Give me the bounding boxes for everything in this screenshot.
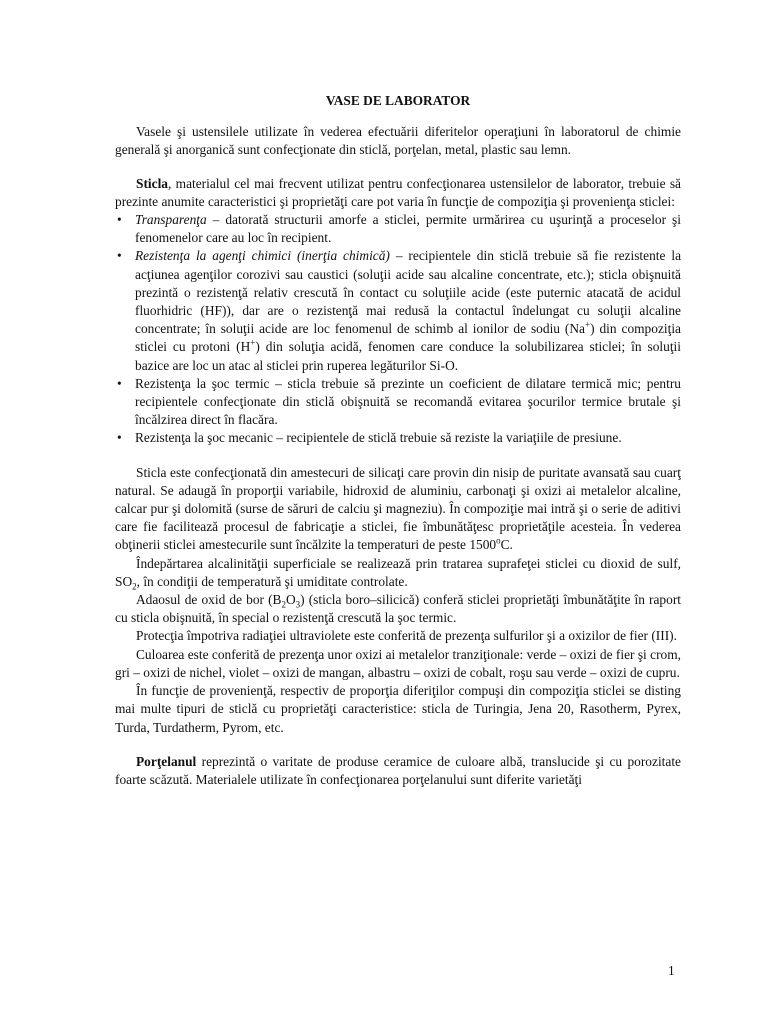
document-page [115,92,681,789]
composition-paragraph: Sticla este confecţionată din amestecuri de silicaţi care provin din nisip de puritate avansată sau cuarţ natural. Se adaugă în proporţii variabile, hidroxid de aluminiu, carbonaţi şi oxizi ai metalelor alcaline, calcar pur şi dolomită (surse de săruri de calciu şi magneziu). În compoziţie mai intră şi o serie de aditivi care fie facilitează procesul de fabricaţie a sticlei, fie îmbunătăţesc proprietăţile acesteia. În vederea obţinerii sticlei amestecurile sunt încălzite la temperaturi de peste 1500$^o$C. [115,464,681,553]
dealkalization-paragraph: Îndepărtarea alcalinităţii superficiale se realizează prin tratarea suprafeţei sticlei cu dioxid de sulf, $SO_2$, în condiţii de temperatură şi umiditate controlate. [115,555,681,592]
transparency-term: Transparenţa [135,212,207,228]
glass-term: Sticla [136,175,168,191]
glass-text: , materialul cel mai frecvent utilizat pentru confecţionarea ustensilelor de laborator, trebuie să prezinte anumite caracteristici şi proprietăţi care pot varia în funcţie de compoziţia şi provenienţa sticlei: [115,175,681,209]
page-title: VASE DE LABORATOR [325,93,471,108]
glass-types-paragraph: În funcţie de provenienţă, respectiv de proporţia diferiţilor compuşi din compoziţia sticlei se disting mai multe tipuri de sticlă cu proprietăţi caracteristice: sticla de Turingia, Jena 20, Rasotherm, Pyrex, Turda, Turdatherm, Pyrom, etc. [115,683,681,735]
uv-protection-paragraph: Protecţia împotriva radiaţiei ultraviolete este conferită de prezenţa sulfurilor şi a oxizilor de fier (III). [136,628,677,644]
porcelain-paragraph: Porţelanul reprezintă o varitate de produse ceramice de culoare albă, translucide şi cu porozitate foarte scăzută. Materialele utilizate în confecţionarea porţelanului sunt diferite varietăţi [115,753,681,787]
list-item-transparency: • Transparenţa – datorată structurii amorfe a sticlei, permite urmărirea cu uşurinţă a proceselor şi fenomenelor care au loc în recipient. [115,211,681,247]
color-paragraph: Culoarea este conferită de prezenţa unor oxizi ai metalelor tranziţionale: verde – oxizi de fier şi crom, gri – oxizi de nichel, violet – oxizi de mangan, albastru – oxizi de cobalt, roşu sau verde – oxizi de cupru. [115,646,681,680]
page-number: 1 [668,963,675,978]
glass-paragraph [115,175,681,211]
boron-paragraph: Adaosul de oxid de bor $(B_2O_3)$ (sticla boro–silicică) conferă sticlei proprietăţi îmbunătăţite în raport cu sticla obişnuită, în special o rezistenţă crescută la şoc termic. [115,592,681,626]
intro-paragraph: Vasele şi ustensilele utilizate în vederea efectuării diferitelor operaţiuni în laboratorul de chimie generală şi anorganică sunt confecţionate din sticlă, porţelan, metal, plastic sau lemn. [115,124,681,158]
list-item-mechanical-shock: • Rezistenţa la şoc mecanic – recipientele de sticlă trebuie să reziste la variaţiile de presiune. [115,429,681,447]
list-item-thermal-shock: • Rezistenţa la şoc termic – sticla trebuie să prezinte un coeficient de dilatare termică mic; pentru recipientele confecţionate din sticlă obişnuită se recomandă evitarea şocurilor termice brutale şi încălzirea direct în flacăra. [115,375,681,430]
list-item-chemical-resistance: • Rezistenţa la agenţi chimici (inerţia chimică) – recipientele din sticlă trebuie să fie rezistente la acţiunea agenţilor corozivi sau caustici (soluţii acide sau alcaline concentrate, etc.); sticla obişnuită prezintă o rezistenţă relativ crescută în contact cu soluţiile acide (este puternic atacată de acidul fluorhidric (HF)), dar are o rezistenţă mai redusă la contactul îndelungat cu soluţii alcaline concentrate; în soluţii acide are loc fenomenul de schimb al ionilor de sodiu (Na+) din compoziţia sticlei cu protoni (H+) din soluţia acidă, fenomen care conduce la solubilizarea sticlei; în soluţii bazice are loc un atac al sticlei prin ruperea legăturilor Si-O. [115,247,681,374]
porcelain-term: Porţelanul [136,753,197,769]
chemical-resistance-term: Rezistenţa la agenţi chimici (inerţia chimică) [135,248,390,264]
glass-properties-list [115,211,681,448]
